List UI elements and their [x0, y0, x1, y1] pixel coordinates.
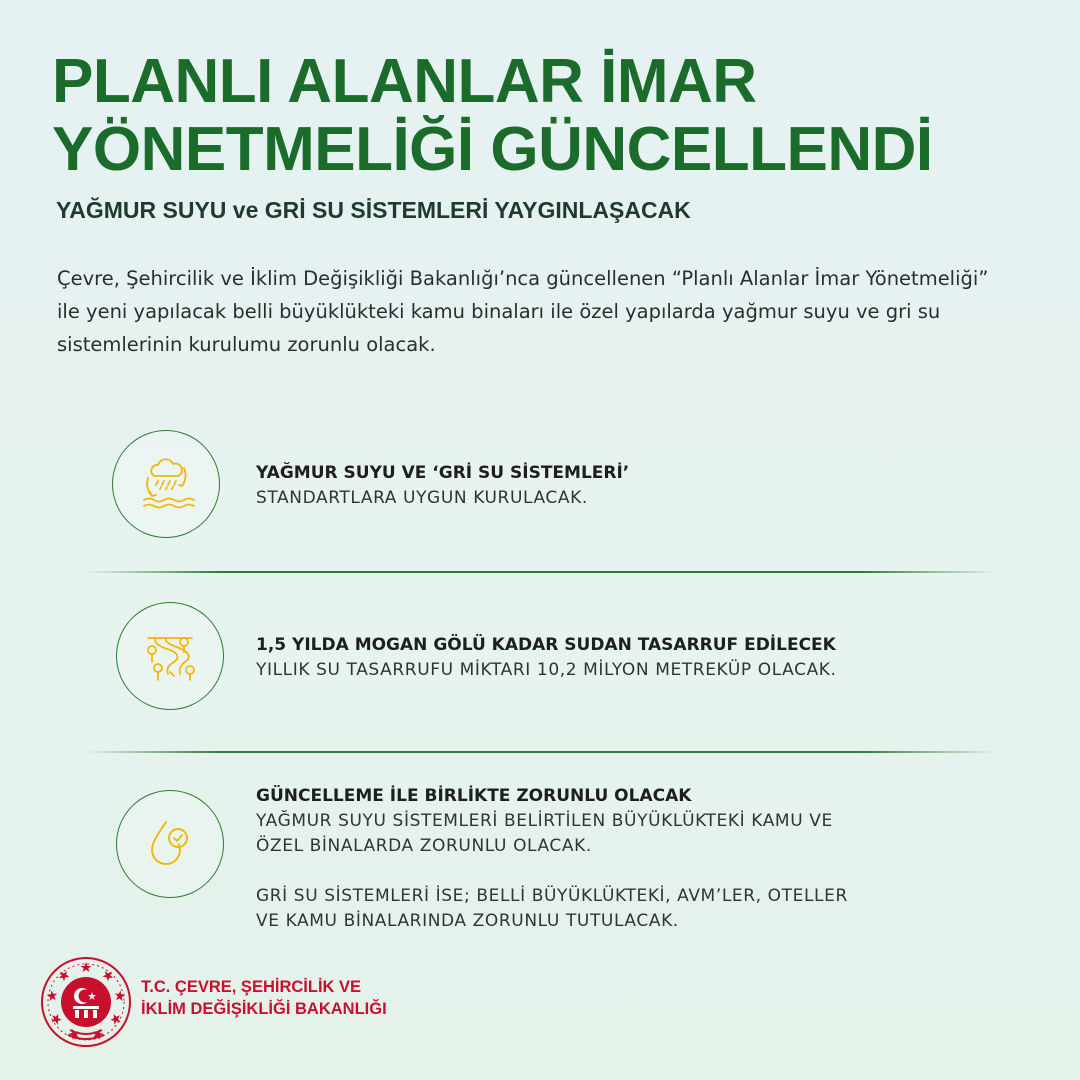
- ministry-name-line-2: İKLİM DEĞİŞİKLİĞİ BAKANLIĞI: [141, 1000, 387, 1018]
- item-text-line: VE KAMU BİNALARINDA ZORUNLU TUTULACAK.: [256, 911, 679, 931]
- divider: [85, 571, 997, 573]
- page-title-line-2: YÖNETMELİĞİ GÜNCELLENDİ: [52, 115, 933, 184]
- ministry-name: [141, 976, 387, 1020]
- water-drop-check-icon: [140, 814, 200, 874]
- ministry-name-line-1: T.C. ÇEVRE, ŞEHİRCİLİK VE: [141, 978, 362, 996]
- item-text-line: YILLIK SU TASARRUFU MİKTARI 10,2 MİLYON METREKÜP OLACAK.: [256, 660, 837, 680]
- icon-circle: [116, 790, 224, 898]
- item-title: 1,5 YILDA MOGAN GÖLÜ KADAR SUDAN TASARRUF EDİLECEK: [256, 635, 836, 655]
- item-text-line: GRİ SU SİSTEMLERİ İSE; BELLİ BÜYÜKLÜKTEKİ, AVM’LER, OTELLER: [256, 886, 848, 906]
- page-title-line-1: PLANLI ALANLAR İMAR: [52, 47, 757, 116]
- item-text-line: YAĞMUR SUYU SİSTEMLERİ BELİRTİLEN BÜYÜKLÜKTEKİ KAMU VE: [256, 811, 833, 831]
- ministry-seal-icon: [40, 956, 132, 1048]
- icon-circle: [116, 602, 224, 710]
- item-text-line: ÖZEL BİNALARDA ZORUNLU OLACAK.: [256, 836, 592, 856]
- divider: [85, 751, 997, 753]
- intro-paragraph: Çevre, Şehircilik ve İklim Değişikliği Bakanlığı’nca güncellenen “Planlı Alanlar İmar Yönetmeliği” ile yeni yapılacak belli büyüklükteki kamu binaları ile özel yapılarda yağmur suyu ve gri su sistemlerinin kurulumu zorunlu olacak.: [57, 267, 989, 356]
- item-text-line: STANDARTLARA UYGUN KURULACAK.: [256, 488, 588, 508]
- rain-cloud-cycle-icon: [136, 454, 196, 514]
- page-title: [52, 48, 933, 184]
- item-title: GÜNCELLEME İLE BİRLİKTE ZORUNLU OLACAK: [256, 786, 692, 806]
- icon-circle: [112, 430, 220, 538]
- item-title: YAĞMUR SUYU VE ‘GRİ SU SİSTEMLERİ’: [256, 463, 630, 483]
- river-trees-icon: [140, 626, 200, 686]
- subtitle: YAĞMUR SUYU ve GRİ SU SİSTEMLERİ YAYGINLAŞACAK: [56, 197, 691, 223]
